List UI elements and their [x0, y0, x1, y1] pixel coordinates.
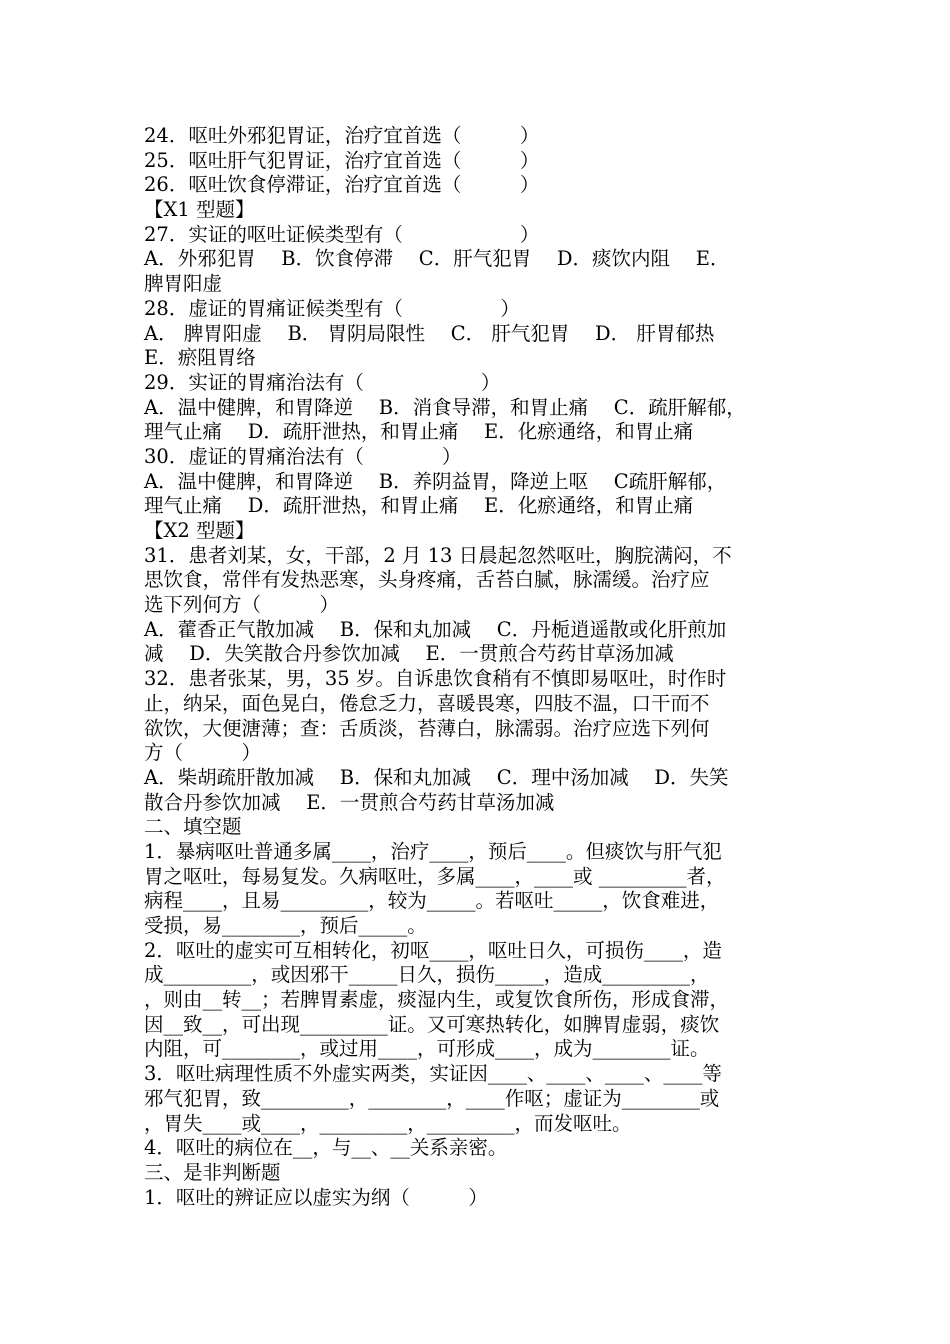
question-32-options: A．柴胡疏肝散加减 B．保和丸加减 C．理中汤加减 D．失笑: [144, 765, 729, 789]
question-31-cont-2: 选下列何方（ ）: [144, 593, 340, 617]
question-31-options: A．藿香正气散加减 B．保和丸加减 C．丹栀逍遥散或化肝煎加: [144, 617, 727, 641]
question-30-options-cont: 理气止痛 D．疏肝泄热，和胃止痛 E．化瘀通络，和胃止痛: [144, 494, 694, 518]
question-30-options: A．温中健脾，和胃降逆 B．养阴益胃，降逆上呕 C疏肝解郁，: [144, 469, 727, 493]
question-27: 27．实证的呕吐证候类型有（ ）: [144, 222, 540, 246]
question-31: 31．患者刘某，女，干部，2 月 13 日晨起忽然呕吐，胸脘满闷，不: [144, 543, 732, 567]
question-32: 32．患者张某，男，35 岁。自诉患饮食稍有不慎即易呕吐，时作时: [144, 667, 727, 691]
fill-in-1-cont-3: 受损，易________，预后_____。: [144, 914, 427, 937]
fill-in-2-cont-4: 内阻，可________，或过用____，可形成____，成为________证。: [144, 1037, 710, 1061]
question-31-options-cont: 减 D．失笑散合丹参饮加减 E．一贯煎合芍药甘草汤加减: [144, 642, 674, 666]
question-32-cont-2: 欲饮，大便溏薄；查：舌质淡，苔薄白，脉濡弱。治疗应选下列何: [144, 716, 710, 740]
section-heading-x1: 【X1 型题】: [144, 198, 255, 222]
question-26: 26．呕吐饮食停滞证，治疗宜首选（ ）: [144, 173, 540, 197]
fill-in-4: 4．呕吐的病位在__，与__、__关系亲密。: [144, 1136, 508, 1160]
true-false-1: 1．呕吐的辨证应以虚实为纲（ ）: [144, 1185, 488, 1209]
question-32-cont-3: 方（ ）: [144, 741, 262, 765]
fill-in-2: 2．呕吐的虚实可互相转化，初呕____，呕吐日久，可损伤____，造: [144, 938, 722, 962]
question-25: 25．呕吐肝气犯胃证，治疗宜首选（ ）: [144, 148, 540, 172]
fill-in-1-cont-2: 病程____，且易_________，较为_____。若呕吐_____，饮食难进，: [144, 889, 720, 913]
question-29: 29．实证的胃痛治法有（ ）: [144, 370, 501, 394]
question-29-options: A．温中健脾，和胃降逆 B．消食导滞，和胃止痛 C．疏肝解郁，: [144, 395, 746, 419]
fill-in-2-cont-2: ，则由__转__；若脾胃素虚，痰湿内生，或复饮食所伤，形成食滞，: [144, 988, 730, 1012]
fill-in-3-cont-1: 邪气犯胃，致_________，________，____作呕；虚证为________或: [144, 1086, 720, 1110]
question-30: 30．虚证的胃痛治法有（ ）: [144, 444, 462, 468]
question-24: 24．呕吐外邪犯胃证，治疗宜首选（ ）: [144, 124, 540, 147]
question-28-options-cont: E．瘀阻胃络: [144, 346, 256, 370]
section-heading-true-false: 三、是非判断题: [144, 1160, 281, 1184]
fill-in-1-cont-1: 胃之呕吐，每易复发。久病呕吐，多属____，____或 _________者，: [144, 864, 726, 888]
question-32-cont-1: 止，纳呆，面色晃白，倦怠乏力，喜暖畏寒，四肢不温，口干而不: [144, 691, 710, 715]
fill-in-3-cont-2: ，胃失____或____，_________，_________，而发呕吐。: [144, 1111, 632, 1135]
fill-in-2-cont-3: 因__致__，可出现_________证。又可寒热转化，如脾胃虚弱，痰饮: [144, 1012, 720, 1036]
question-27-options: A．外邪犯胃 B．饮食停滞 C．肝气犯胃 D．痰饮内阻 E．: [144, 247, 730, 271]
question-32-options-cont: 散合丹参饮加减 E．一贯煎合芍药甘草汤加减: [144, 790, 555, 814]
fill-in-3: 3．呕吐病理性质不外虚实两类，实证因____、____、____、____等: [144, 1062, 722, 1086]
fill-in-2-cont-1: 成_________，或因邪干_____日久，损伤_____，造成_________，: [144, 963, 710, 987]
question-28: 28．虚证的胃痛证候类型有（ ）: [144, 296, 520, 320]
section-heading-fill-in: 二、填空题: [144, 815, 242, 839]
fill-in-1: 1．暴病呕吐普通多属____，治疗____，预后____。但痰饮与肝气犯: [144, 839, 722, 863]
section-heading-x2: 【X2 型题】: [144, 519, 255, 542]
question-28-options: A． 脾胃阳虚 B． 胃阴局限性 C． 肝气犯胃 D． 肝胃郁热: [144, 321, 715, 345]
question-29-options-cont: 理气止痛 D．疏肝泄热，和胃止痛 E．化瘀通络，和胃止痛: [144, 420, 694, 444]
question-31-cont-1: 思饮食，常伴有发热恶寒，头身疼痛，舌苔白腻，脉濡缓。治疗应: [144, 568, 710, 592]
question-27-options-cont: 脾胃阳虚: [144, 272, 223, 296]
